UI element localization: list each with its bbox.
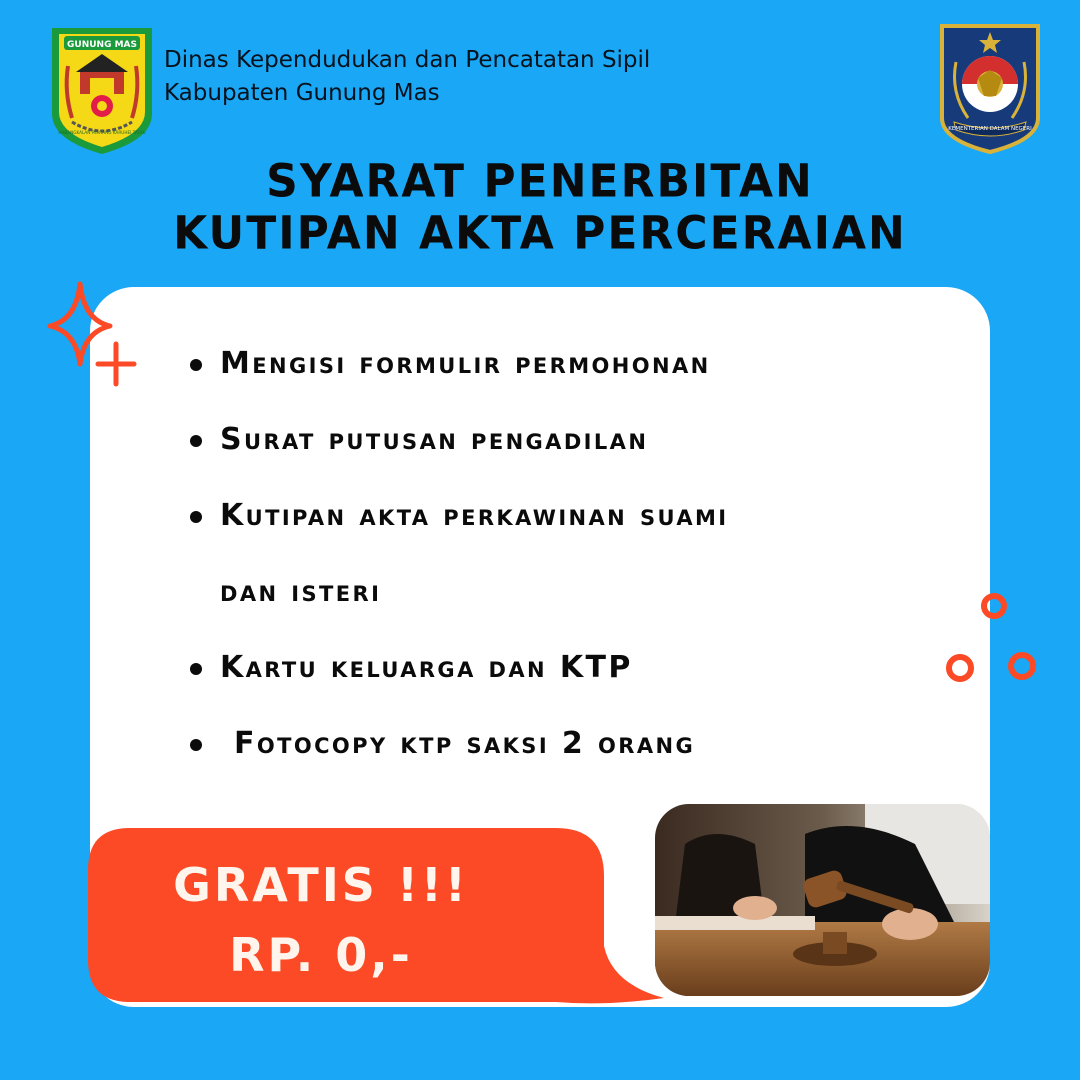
bullet-icon	[190, 663, 202, 675]
sparkle-icon	[44, 280, 140, 392]
title-line2: KUTIPAN AKTA PERCERAIAN	[173, 206, 907, 260]
bullet-icon	[190, 435, 202, 447]
page-title	[0, 156, 1080, 260]
svg-text:KEMENTERIAN DALAM NEGERI: KEMENTERIAN DALAM NEGERI	[948, 126, 1032, 132]
list-item-continuation: dan isteri	[220, 574, 382, 609]
svg-text:GUNUNG MAS: GUNUNG MAS	[67, 40, 137, 50]
title-line1: SYARAT PENERBITAN	[266, 154, 814, 208]
list-item: Kartu keluarga dan KTP	[190, 630, 950, 706]
circle-decoration-icon	[940, 588, 1040, 688]
agency-name-line2: Kabupaten Gunung Mas	[164, 80, 440, 106]
agency-name-line1: Dinas Kependudukan dan Pencatatan Sipil	[164, 47, 651, 73]
price-line1: GRATIS !!!	[173, 858, 469, 912]
svg-text:HABANGKALAN PENYANG KARUHEI TA: HABANGKALAN PENYANG KARUHEI TATAU	[58, 130, 146, 135]
list-item: Kutipan akta perkawinan suami	[190, 478, 950, 554]
agency-name	[164, 44, 650, 110]
bullet-icon	[190, 511, 202, 523]
list-item: Fotocopy ktp saksi 2 orang	[190, 706, 950, 782]
bullet-icon	[190, 359, 202, 371]
kemendagri-emblem-logo	[938, 22, 1042, 154]
judge-gavel-photo	[655, 804, 990, 996]
requirements-list	[190, 326, 950, 782]
list-item: Surat putusan pengadilan	[190, 402, 950, 478]
list-item: Mengisi formulir permohonan	[190, 326, 950, 402]
bullet-icon	[190, 739, 202, 751]
price-text	[86, 850, 556, 990]
gunung-mas-emblem-logo	[46, 22, 158, 156]
price-line2: RP. 0,-	[229, 928, 413, 982]
